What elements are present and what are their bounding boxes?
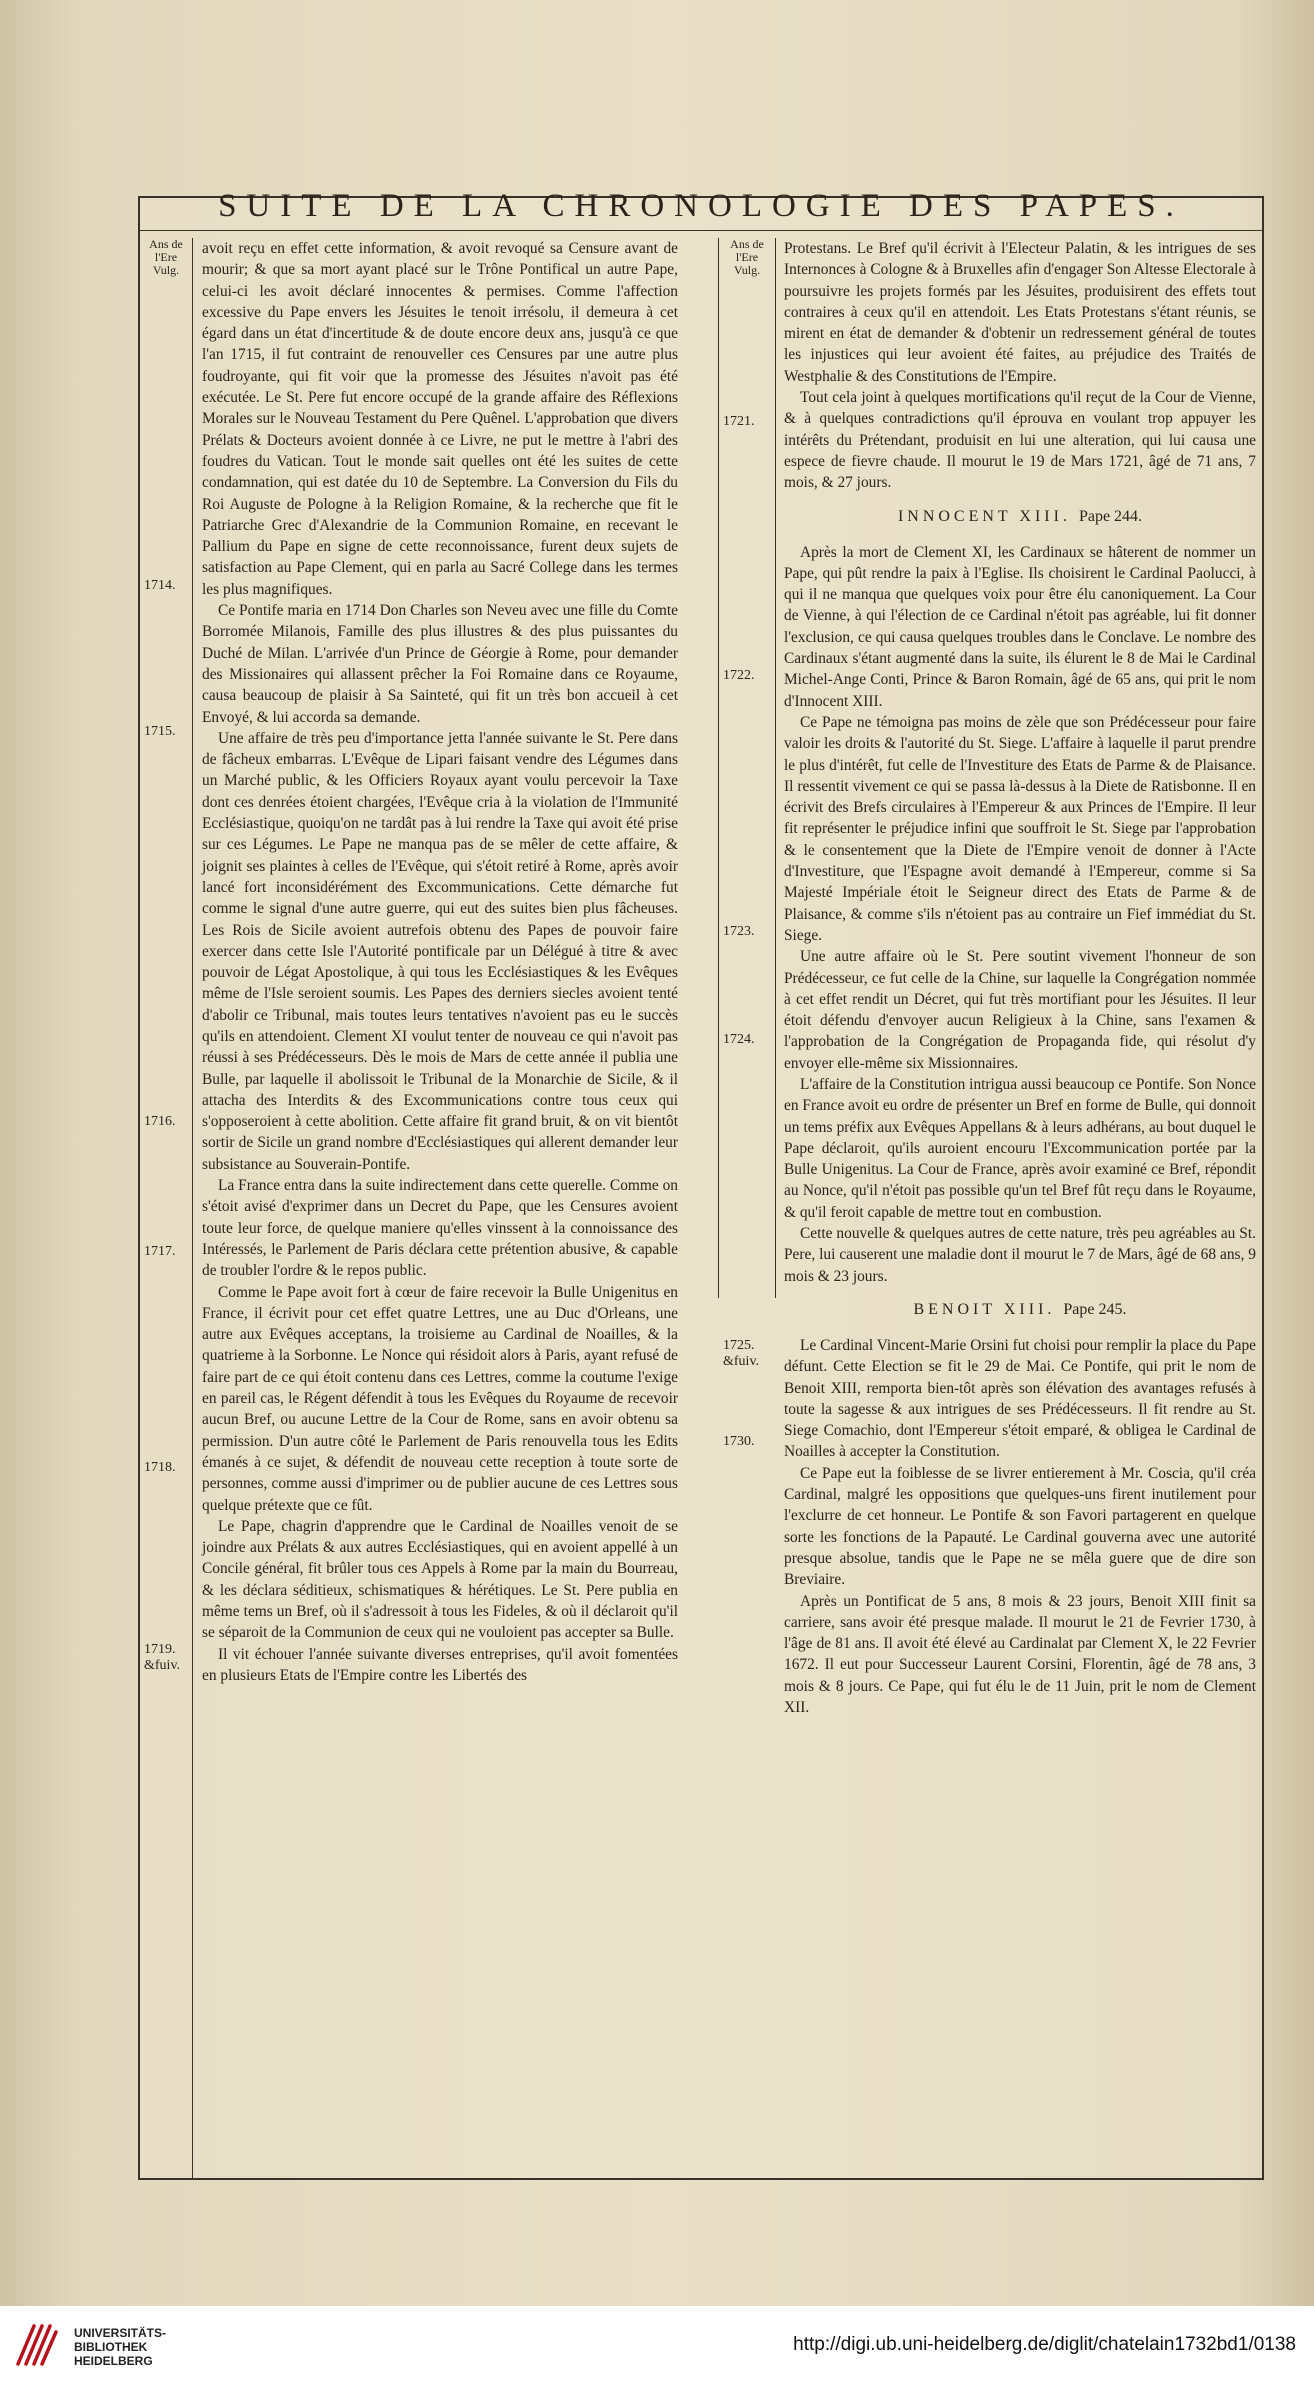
year-label: 1724. [723,1032,755,1047]
library-name-line: BIBLIOTHEK [74,2340,148,2354]
page-reference: Pape 245. [1063,1300,1127,1318]
header-rule [140,230,1262,231]
margin-header-line: Ans de [730,237,764,251]
paragraph: Il vit échouer l'année suivante diverses entreprises, qu'il avoit fomentées en plusieurs Etats de l'Empire contre les Libertés des [202,1645,678,1684]
year-label: 1725. [723,1338,755,1353]
margin-header-line: Vulg. [152,263,180,277]
library-name-line: UNIVERSITÄTS- [74,2326,167,2340]
paragraph: L'affaire de la Constitution intrigua aussi beaucoup ce Pontife. Son Nonce en France avoit eu ordre de présenter un Bref en forme de Bulle, qui donnoit un tems préfix aux Evêques Appellans & à leurs adhérans, au bout duquel le Pape déclaroit, qu'ils auroient encouru l'Excommunication portée par la Bulle Unigenitus. La Cour de France, après avoir examiné ce Bref, répondit au Nonce, qu'il n'étoit pas possible qu'un tel Bref fût reçu dans le Royaume, & qu'il feroit capable de mettre tout en combustion. [784,1075,1256,1221]
year-label: &fuiv. [144,1658,181,1673]
margin-header [719,238,775,277]
year-label: 1718. [144,1460,176,1475]
year-label: 1716. [144,1114,176,1129]
paragraph: Protestans. Le Bref qu'il écrivit à l'Electeur Palatin, & les intrigues de ses Internonces à Cologne & à Bruxelles afin d'engager Son Altesse Electorale à poursuivre les projets formés par les Jésuites, produisirent des effets tout contraires à ceux qu'il en attendoit. Les Etats Protestans s'étant réunis, se mirent en état de demander & d'obtenir un redressement général de toutes les injustices qui leur avoient été faites, au préjudice des Traités de Westphalie & des Constitutions de l'Empire. [784,240,1256,385]
year-label: 1723. [723,924,755,939]
paragraph: Après un Pontificat de 5 ans, 8 mois & 23 jours, Benoit XIII finit sa carriere, sans avoir été presque malade. Il mourut le 21 de Fevrier 1730, à l'âge de 81 ans. Il avoit été élevé au Cardinalat par Clement X, le 22 Fevrier 1672. Il eut pour Successeur Laurent Corsini, Florentin, âgé de 78 ans, 3 mois & 8 jours. Ce Pape, qui fut élu le de 11 Juin, prit le nom de Clement XII. [784,1592,1256,1716]
year-label: 1730. [723,1434,755,1449]
book-page [138,188,1264,2180]
margin-header-line: l'Ere [735,250,759,264]
paragraph: Le Pape, chagrin d'apprendre que le Cardinal de Noailles venoit de se joindre aux Prélats & aux autres Ecclésiastiques, qui en avoient appellé à un Concile général, fit brûler tous ces Appels à Rome par la main du Bourreau, & les déclara séditieux, schismatiques & hérétiques. Le St. Pere publia en même tems un Bref, où il s'adressoit à tous les Fideles, & où il déclaroit qu'il se séparoit de la Communion de ceux qui ne vouloient pas accepter sa Bulle. [202,1517,678,1642]
right-text-column [784,238,1256,1718]
margin-header-line: l'Ere [154,250,178,264]
pope-name: BENOIT XIII. [913,1300,1056,1318]
margin-header [140,238,192,277]
section-heading-benoit [784,1301,1256,1319]
paragraph: Ce Pape ne témoigna pas moins de zèle que son Prédécesseur pour faire valoir les droits & l'autorité du St. Siege. L'affaire à laquelle il parut prendre le plus d'intérêt, fut celle de l'Investiture des Etats de Parme & de Plaisance. Il ressentit vivement ce qui se passa là-dessus à la Diete de Ratisbonne. Il en écrivit des Brefs circulaires à l'Empereur & aux Princes de l'Empire. Il leur fit représenter le préjudice infini que souffroit le St. Siege par l'approbation & le consentement que la Diete de l'Empire venoit de donner à l'Acte d'Investiture, que l'Espagne avoit demandé à l'Empereur, comme si Sa Majesté Impériale étoit le Seigneur direct des Etats de Parme & de Plaisance, & comme s'ils n'étoient pas au contraire un Fief immédiat du St. Siege. [784,713,1256,944]
year-label: 1719. [144,1642,176,1657]
paragraph: avoit reçu en effet cette information, & avoit revoqué sa Censure avant de mourir; & que sa mort ayant placé sur le Trône Pontifical un autre Pape, celui-ci les avoit déclaré innocentes & permises. Comme l'affection excessive du Pape envers les Jésuites le tenoit irrésolu, il demeura à cet égard dans un état d'incertitude & de doute encore deux ans, jusqu'à ce que l'an 1715, il fut contraint de renouveller ces Censures par une autre plus foudroyante, qui fit voir que la promesse des Jésuites n'avoit pas été exécutée. Le St. Pere fut encore occupé de la grande affaire des Réflexions Morales sur le Nouveau Testament du Pere Quênel. L'approbation que divers Prélats & Docteurs avoient donnée à ce Livre, ne put le mettre à l'abri des foudres du Vatican. Tout le monde sait quelles ont été les suites de cette condamnation, qui est datée du 10 de Septembre. La Conversion du Fils du Roi Auguste de Pologne à la Religion Romaine, & la recherche que fit le Patriarche Grec d'Alexandrie de la Communion Romaine, en recevant le Pallium du Pape en signe de cette reconnoissance, furent deux sujets de satisfaction au Pape Clement, qui en parla au Sacré College dans les termes les plus magnifiques. [202,240,678,598]
permalink-url[interactable]: http://digi.ub.uni-heidelberg.de/diglit/chatelain1732bd1/0138 [793,2334,1296,2355]
year-label: 1722. [723,668,755,683]
library-name-line: HEIDELBERG [74,2354,153,2368]
margin-header-line: Ans de [149,237,183,251]
library-name[interactable] [74,2326,166,2368]
right-year-margin [718,237,776,1449]
paragraph: Comme le Pape avoit fort à cœur de faire recevoir la Bulle Unigenitus en France, il écrivit pour cet effet quatre Lettres, une au Duc d'Orleans, une autre aux Evêques acceptans, la troisieme au Cardinal de Noailles, & la quatrieme à la Sorbonne. Le Nonce qui résidoit alors à Paris, ayant refusé de faire part de ce qui étoit contenu dans ces Lettres, comme la coutume l'exige en pareil cas, le Régent défendit à tous les Evêques du Royaume de recevoir aucun Bref, ou aucune Lettre de la Cour de Rome, sans en avoir obtenu sa permission. D'un autre côté le Parlement de Paris renouvella tous les Edits émanés à ce sujet, & défendit de nouveau cette reception à toute sorte de personnes, comme aussi d'imprimer ou de publier aucune de ces Lettres sous quelque prétexte que ce fût. [202,1283,678,1514]
paragraph: Une autre affaire où le St. Pere soutint vivement l'honneur de son Prédécesseur, ce fut celle de la Chine, sur laquelle la Congrégation nommée à cet effet rendit un Décret, qui fut très mortifiant pour les Jésuites. Il leur étoit défendu d'envoyer aucun Religieux à la Chine, sans l'examen & l'approbation de la Congrégation de Propaganda fide, qui résolut d'y envoyer elle-même six Missionnaires. [784,948,1256,1072]
paragraph: Ce Pape eut la foiblesse de se livrer entierement à Mr. Coscia, qu'il créa Cardinal, malgré les oppositions que quelques-uns firent inutilement pour l'exclurre de cet honneur. Le Pontife & son Favori partagerent en quelque sorte les fonctions de la Papauté. Le Cardinal gouverna avec une autorité presque absolue, tandis que le Pape ne se mêla guere que de dire son Breviaire. [784,1464,1256,1589]
paragraph: Tout cela joint à quelques mortifications qu'il reçut de la Cour de Vienne, & à quelques contradictions qu'il éprouva en voulant trop appuyer les intérêts du Prétendant, produisit en lui une alteration, qui lui causa une espece de fievre chaude. Il mourut le 19 de Mars 1721, âgé de 71 ans, 7 mois, & 27 jours. [784,389,1256,492]
page-title: SUITE DE LA CHRONOLOGIE DES PAPES. [218,188,1184,224]
pope-name: INNOCENT XIII. [897,507,1071,525]
heidelberg-library-logo-icon[interactable] [12,2320,62,2370]
paragraph: Après la mort de Clement XI, les Cardinaux se hâterent de nommer un Pape, qui pût rendre la paix à l'Eglise. Ils choisirent le Cardinal Paolucci, à qui il ne manqua que quelques voix pour être élu canoniquement. La Cour de Vienne, à qui l'élection de ce Cardinal n'étoit pas agréable, lui fit donner l'exclusion, ce qui causa quelques troubles dans le Conclave. Le nombre des Cardinaux s'étant augmenté dans la suite, ils élurent le 8 de Mai le Cardinal Michel-Ange Conti, Prince & Baron Romain, âgé de 65 ans, qui prit le nom d'Innocent XIII. [784,543,1256,710]
paragraph: Une affaire de très peu d'importance jetta l'année suivante le St. Pere dans de fâcheux embarras. L'Evêque de Lipari faisant vendre des Légumes dans un Marché public, & les Officiers Royaux ayant voulu percevoir la Taxe dont ces denrées étoient chargées, l'Evêque cria à la violation de l'Immunité Ecclésiastique, quoiqu'on ne tardât pas à lui rendre la Taxe qui avoit été prise sur ces Légumes. Le Pape ne manqua pas de se mêler de cette affaire, & joignit ses plaintes à celles de l'Evêque, qui s'étoit retiré à Rome, après avoir lancé fort inconsidérément des Excommunications. Cette démarche fut comme le signal d'une autre guerre, qui eut des suites bien plus fâcheuses. Les Rois de Sicile avoient autrefois obtenu des Papes de pouvoir faire exercer dans cette Isle l'Autorité pontificale par un Délégué à titre & avec pouvoir de Légat Apostolique, à qui tous les Ecclésiastiques & les Evêques même de l'Isle seroient soumis. Les Papes des derniers siecles avoient tenté d'abolir ce Tribunal, mais toutes leurs tentatives n'avoient pas eu le succès qu'ils en attendoient. Clement XI voulut tenter de nouveau ce qui n'avoit pas réussi à ses Prédécesseurs. Dès le mois de Mars de cette année il publia une Bulle, par laquelle il abolissoit le Tribunal de la Monarchie de Sicile, & il attacha des Interdits & des Excommunications contre tous ceux qui s'opposeroient à cette abolition. Cette affaire fit grand bruit, & on vit bientôt sortir de Sicile un grand nombre d'Ecclésiastiques qui allerent demander leur subsistance au Souverain-Pontife. [202,729,678,1173]
paragraph: Cette nouvelle & quelques autres de cette nature, très peu agréables au St. Pere, lui causerent une maladie dont il mourut le 7 de Mars, âgé de 68 ans, 9 mois & 23 jours. [784,1225,1256,1285]
margin-header-line: Vulg. [733,263,761,277]
left-text-column [202,238,678,2178]
paragraph: La France entra dans la suite indirectement dans cette querelle. Comme on s'étoit avisé d'exprimer dans un Decret du Pape, que les Censures avoient toute leur force, de quelque maniere qu'elles vinssent à la connoissance des Intéressés, le Parlement de Paris déclara cette prétention abusive, & capable de troubler l'ordre & le repos public. [202,1177,678,1280]
year-label: 1721. [723,414,755,429]
page-reference: Pape 244. [1078,507,1143,525]
year-label: 1714. [144,578,176,593]
year-label: &fuiv. [723,1354,760,1369]
year-label: 1715. [144,724,176,739]
paragraph: Ce Pontife maria en 1714 Don Charles son Neveu avec une fille du Comte Borromée Milanois, Famille des plus illustres & des plus puissantes du Duché de Milan. L'arrivée d'un Prince de Géorgie à Rome, pour demander des Missionaires qui allassent prêcher la Foi Romaine dans ce Royaume, causa beaucoup de plaisir à Sa Sainteté, qui fit un très bon accueil à cet Envoyé, & lui accorda sa demande. [202,602,678,726]
paragraph: Le Cardinal Vincent-Marie Orsini fut choisi pour remplir la place du Pape défunt. Cette Election se fit le 29 de Mai. Ce Pontife, qui prit le nom de Benoit XIII, remporta bien-tôt après son élévation des avantages refusés à toute la sagesse & aux intrigues de ses Prédécesseurs. Il fit rendre au St. Siege Comachio, dont l'Empereur s'étoit emparé, & obligea le Cardinal de Noailles à accepter la Constitution. [784,1336,1256,1461]
year-label: 1717. [144,1244,176,1259]
left-year-margin [140,238,193,2178]
section-heading-innocent [784,508,1256,526]
footer-bar [0,2306,1314,2384]
